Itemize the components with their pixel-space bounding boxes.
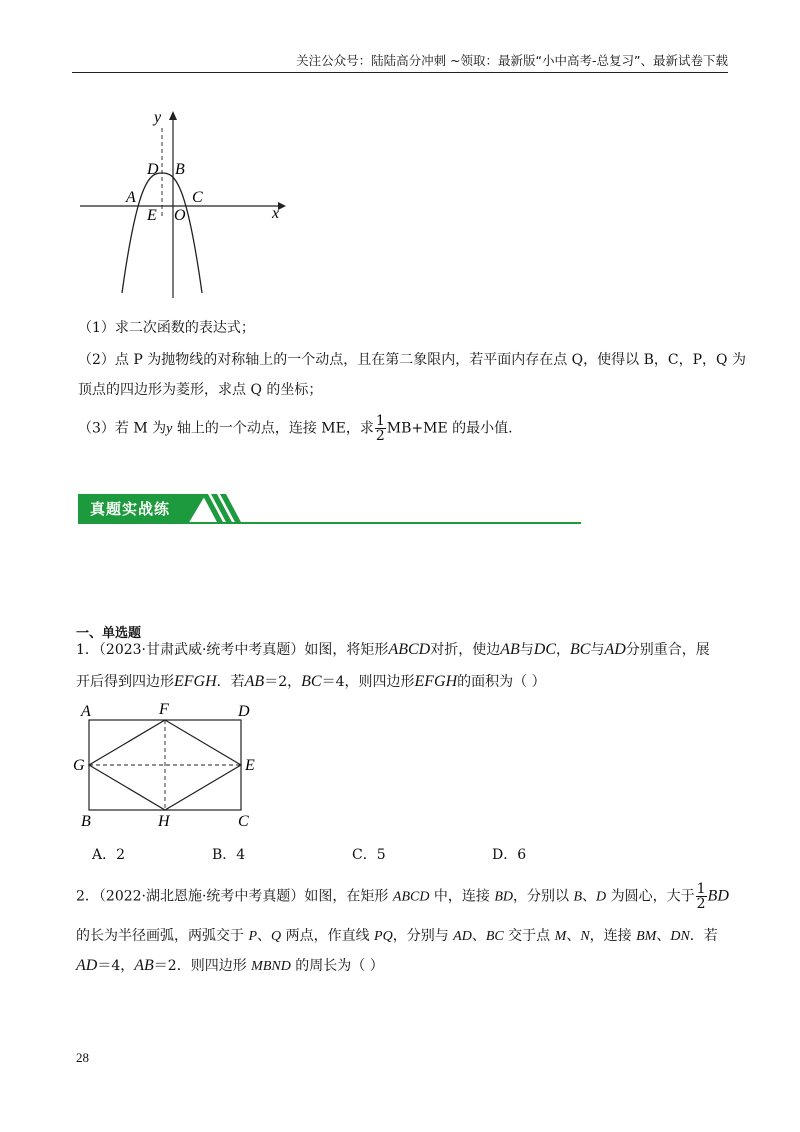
choice-b: B．4: [212, 847, 246, 863]
problem2-line3: AD＝4，AB＝2．则四边形 MBND 的周长为（ ）: [76, 957, 384, 974]
banner-label: 真题实战练: [90, 500, 171, 518]
label-D: D: [238, 703, 250, 720]
page-number: 28: [76, 1050, 89, 1065]
label-B: B: [81, 813, 91, 830]
rectangle-rhombus-figure: [72, 700, 272, 830]
label-E: E: [147, 207, 157, 224]
x-axis-arrow: [278, 202, 286, 210]
label-y: y: [154, 109, 162, 126]
choice-d: D．6: [492, 847, 527, 863]
prev-question-1: （1）求二次函数的表达式；: [78, 320, 255, 336]
banner-stripes: [196, 490, 246, 526]
section-title: 一、单选题: [76, 626, 142, 641]
fraction-half-2: $\frac{1}{2}$: [696, 881, 706, 912]
prev-question-3: （3）若 M 为y 轴上的一个动点，连接 ME，求 $\frac{1}{2}$ MB+ME 的最小值.: [78, 413, 513, 444]
fraction-half: $\frac{1}{2}$: [375, 413, 385, 444]
label-B: B: [175, 161, 185, 178]
banner-underline: [78, 522, 581, 524]
label-A: A: [81, 703, 91, 720]
y-axis-arrow: [169, 111, 177, 120]
choice-a: A．2: [92, 847, 126, 863]
label-F: F: [159, 701, 169, 718]
label-C: C: [238, 813, 249, 830]
label-G: G: [73, 757, 85, 774]
label-C: C: [192, 189, 203, 206]
label-E: E: [245, 757, 255, 774]
label-H: H: [158, 813, 170, 830]
label-O: O: [174, 207, 186, 224]
choice-c: C．5: [352, 847, 386, 863]
problem2-line1: 2．（2022·湖北恩施·统考中考真题）如图，在矩形 ABCD 中，连接 BD，分别以 B、D 为圆心，大于 $\frac{1}{2}$ BD: [76, 881, 729, 912]
problem1-line1: 1．（2023·甘肃武威·统考中考真题）如图，将矩形ABCD对折，使边AB与DC，BC与AD分别重合，展: [76, 641, 710, 658]
prev-question-2-line1: （2）点 P 为抛物线的对称轴上的一个动点，且在第二象限内，若平面内存在点 Q，使得以 B，C，P，Q 为: [78, 352, 746, 368]
problem2-line2: 的长为半径画弧，两弧交于 P、Q 两点，作直线 PQ，分别与 AD、BC 交于点 M、N，连接 BM、DN．若: [76, 928, 718, 944]
prev-question-2-line2: 顶点的四边形为菱形，求点 Q 的坐标；: [78, 382, 323, 398]
page-header: [72, 52, 728, 73]
parabola-figure: [78, 108, 288, 303]
label-x: x: [272, 205, 280, 222]
problem1-line2: 开后得到四边形EFGH．若AB＝2，BC＝4，则四边形EFGH的面积为（ ）: [76, 673, 546, 690]
label-A: A: [126, 189, 136, 206]
label-D: D: [147, 161, 159, 178]
header-text: 关注公众号：陆陆高分冲刺 ~领取：最新版“小中高考-总复习”、最新试卷下载: [296, 53, 728, 68]
